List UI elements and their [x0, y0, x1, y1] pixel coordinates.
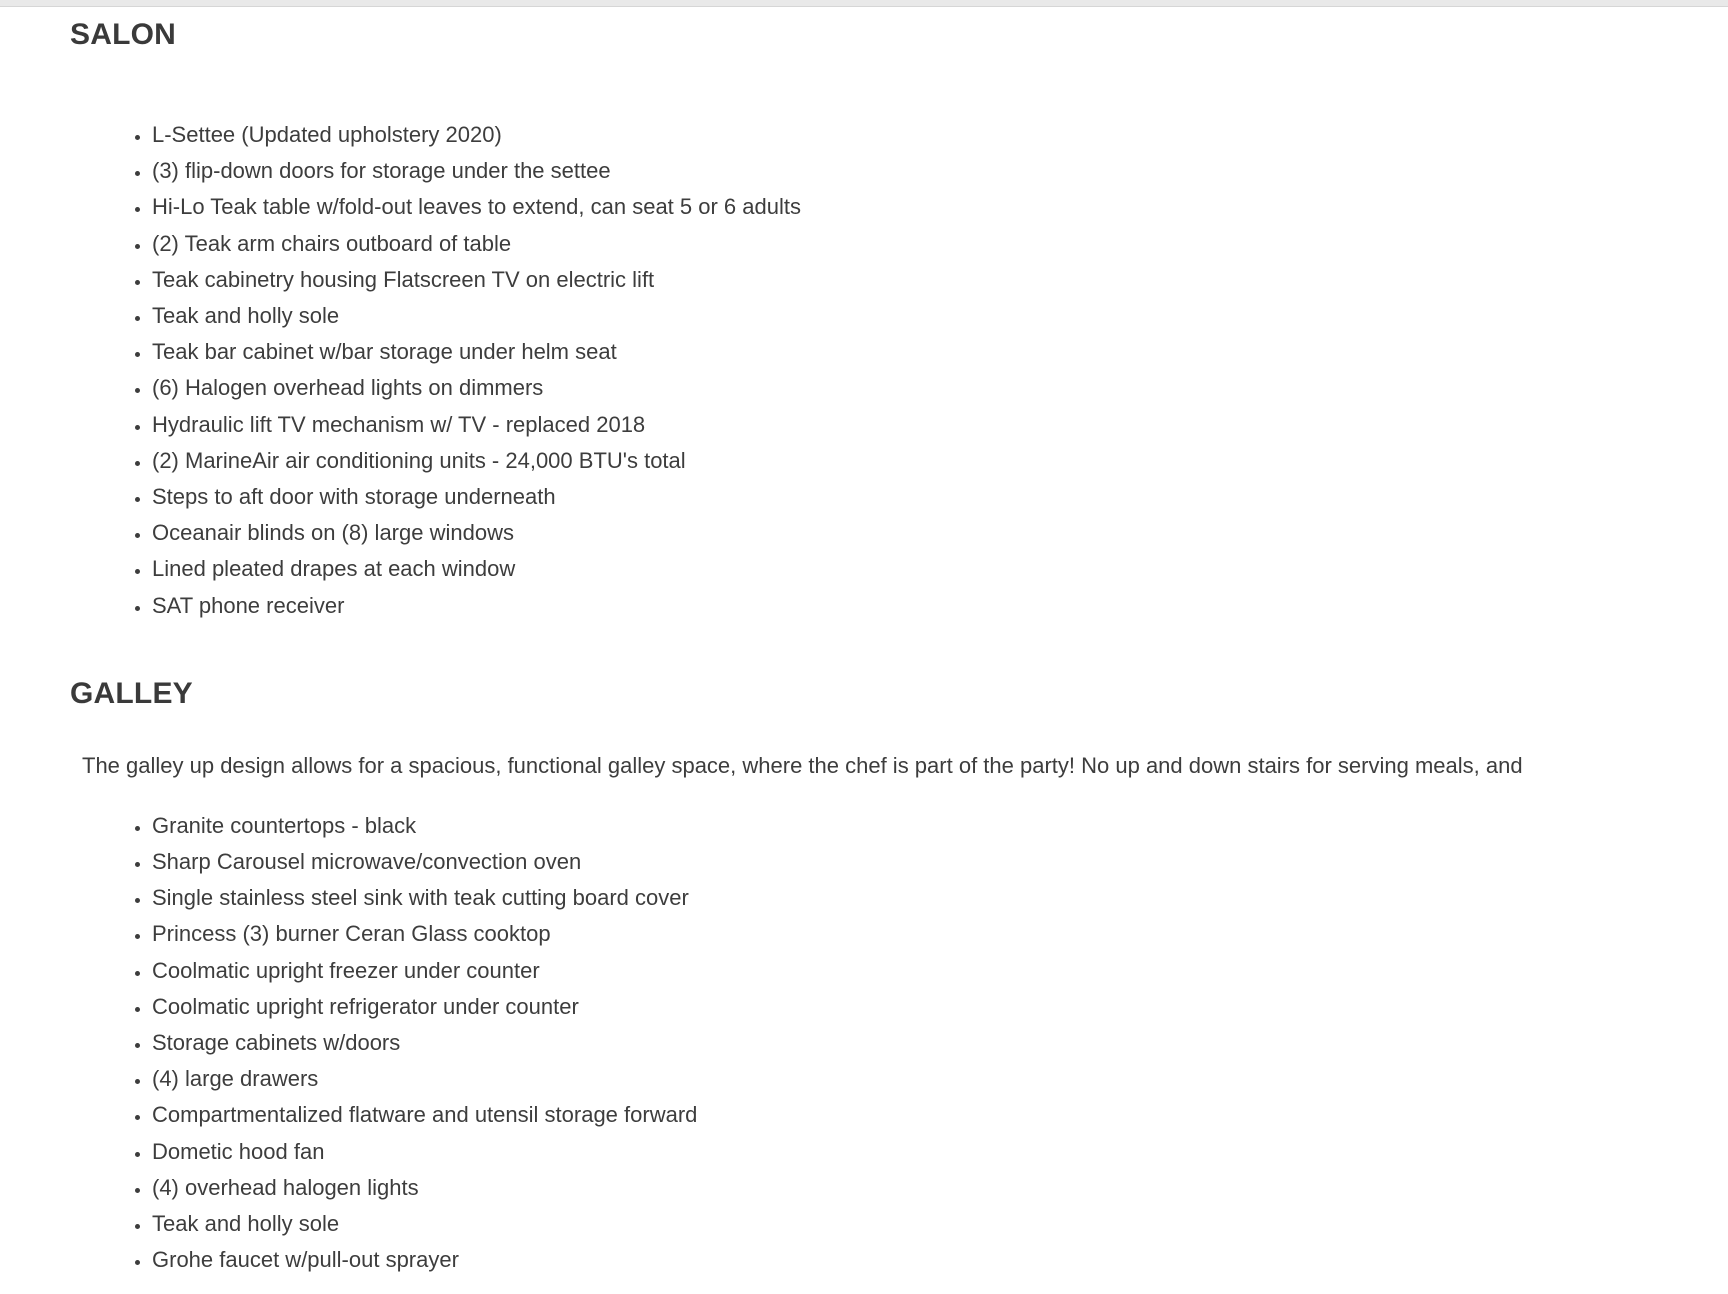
galley-intro-paragraph: The galley up design allows for a spacious, functional galley space, where the chef is part of the party! No up and down stairs for serving meals, and	[82, 752, 1523, 778]
list-item: • Granite countertops - black	[152, 808, 1688, 844]
top-divider	[0, 0, 1728, 7]
list-item: • Coolmatic upright refrigerator under counter	[152, 989, 1688, 1025]
list-item: • SAT phone receiver	[152, 588, 1688, 624]
list-item: • Teak and holly sole	[152, 1206, 1688, 1242]
list-item: • (2) MarineAir air conditioning units - 24,000 BTU's total	[152, 443, 1688, 479]
section-galley	[70, 676, 1688, 1279]
list-item: • Teak bar cabinet w/bar storage under helm seat	[152, 334, 1688, 370]
section-salon	[70, 17, 1688, 624]
salon-heading: SALON	[70, 18, 176, 51]
list-item: • (6) Halogen overhead lights on dimmers	[152, 370, 1688, 406]
list-item: • Oceanair blinds on (8) large windows	[152, 515, 1688, 551]
list-item: • Compartmentalized flatware and utensil storage forward	[152, 1097, 1688, 1133]
list-item: • Steps to aft door with storage underneath	[152, 479, 1688, 515]
list-item: • Single stainless steel sink with teak cutting board cover	[152, 880, 1688, 916]
list-item: • Teak cabinetry housing Flatscreen TV on electric lift	[152, 262, 1688, 298]
list-item: • Lined pleated drapes at each window	[152, 551, 1688, 587]
galley-feature-list	[70, 808, 1688, 1279]
list-item: • Grohe faucet w/pull-out sprayer	[152, 1242, 1688, 1278]
list-item: • Sharp Carousel microwave/convection oven	[152, 844, 1688, 880]
list-item: • (4) large drawers	[152, 1061, 1688, 1097]
list-item: • Teak and holly sole	[152, 298, 1688, 334]
list-item: • Princess (3) burner Ceran Glass cooktop	[152, 916, 1688, 952]
galley-heading: GALLEY	[70, 676, 193, 710]
list-item: • Hi-Lo Teak table w/fold-out leaves to extend, can seat 5 or 6 adults	[152, 189, 1688, 225]
salon-feature-list	[70, 117, 1688, 624]
list-item: • Dometic hood fan	[152, 1134, 1688, 1170]
list-item: • Hydraulic lift TV mechanism w/ TV - replaced 2018	[152, 407, 1688, 443]
listing-content	[0, 7, 1728, 1278]
list-item: • (2) Teak arm chairs outboard of table	[152, 226, 1688, 262]
list-item: • L-Settee (Updated upholstery 2020)	[152, 117, 1688, 153]
list-item: • (3) flip-down doors for storage under the settee	[152, 153, 1688, 189]
list-item: • Storage cabinets w/doors	[152, 1025, 1688, 1061]
list-item: • Coolmatic upright freezer under counter	[152, 953, 1688, 989]
list-item: • (4) overhead halogen lights	[152, 1170, 1688, 1206]
